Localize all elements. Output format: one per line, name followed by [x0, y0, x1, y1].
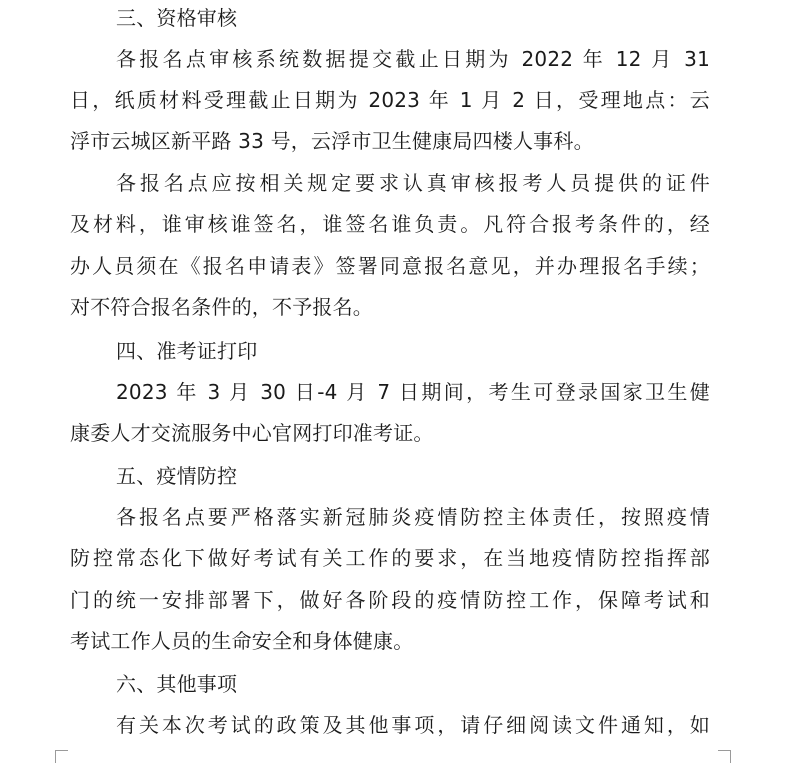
paragraph-line: 及材料，谁审核谁签名，谁签名谁负责。凡符合报考条件的，经 [70, 212, 710, 236]
paragraph-line: 有关本次考试的政策及其他事项，请仔细阅读文件通知，如 [116, 713, 710, 737]
paragraph-line: 各报名点要严格落实新冠肺炎疫情防控主体责任，按照疫情 [116, 505, 710, 529]
page-margin-corner-mark [55, 750, 68, 763]
section-heading-admission-ticket: 四、准考证打印 [116, 339, 258, 363]
page-margin-corner-mark [718, 750, 731, 763]
paragraph-line: 康委人才交流服务中心官网打印准考证。 [70, 421, 434, 445]
paragraph-line: 防控常态化下做好考试有关工作的要求，在当地疫情防控指挥部 [70, 546, 710, 570]
section-heading-qualification-review: 三、资格审核 [116, 6, 238, 30]
section-heading-other-matters: 六、其他事项 [116, 672, 238, 696]
paragraph-line: 各报名点审核系统数据提交截止日期为 2022 年 12 月 31 [116, 47, 710, 71]
paragraph-line: 考试工作人员的生命安全和身体健康。 [70, 629, 414, 653]
paragraph-line: 各报名点应按相关规定要求认真审核报考人员提供的证件 [116, 171, 710, 195]
paragraph-line: 浮市云城区新平路 33 号，云浮市卫生健康局四楼人事科。 [70, 129, 594, 153]
paragraph-line: 日，纸质材料受理截止日期为 2023 年 1 月 2 日，受理地点：云 [70, 88, 710, 112]
section-heading-epidemic-prevention: 五、疫情防控 [116, 464, 238, 488]
paragraph-line: 门的统一安排部署下，做好各阶段的疫情防控工作，保障考试和 [70, 588, 710, 612]
paragraph-line: 办人员须在《报名申请表》签署同意报名意见，并办理报名手续； [70, 254, 710, 278]
paragraph-line: 对不符合报名条件的，不予报名。 [70, 295, 373, 319]
paragraph-line: 2023 年 3 月 30 日-4 月 7 日期间，考生可登录国家卫生健 [116, 380, 710, 404]
